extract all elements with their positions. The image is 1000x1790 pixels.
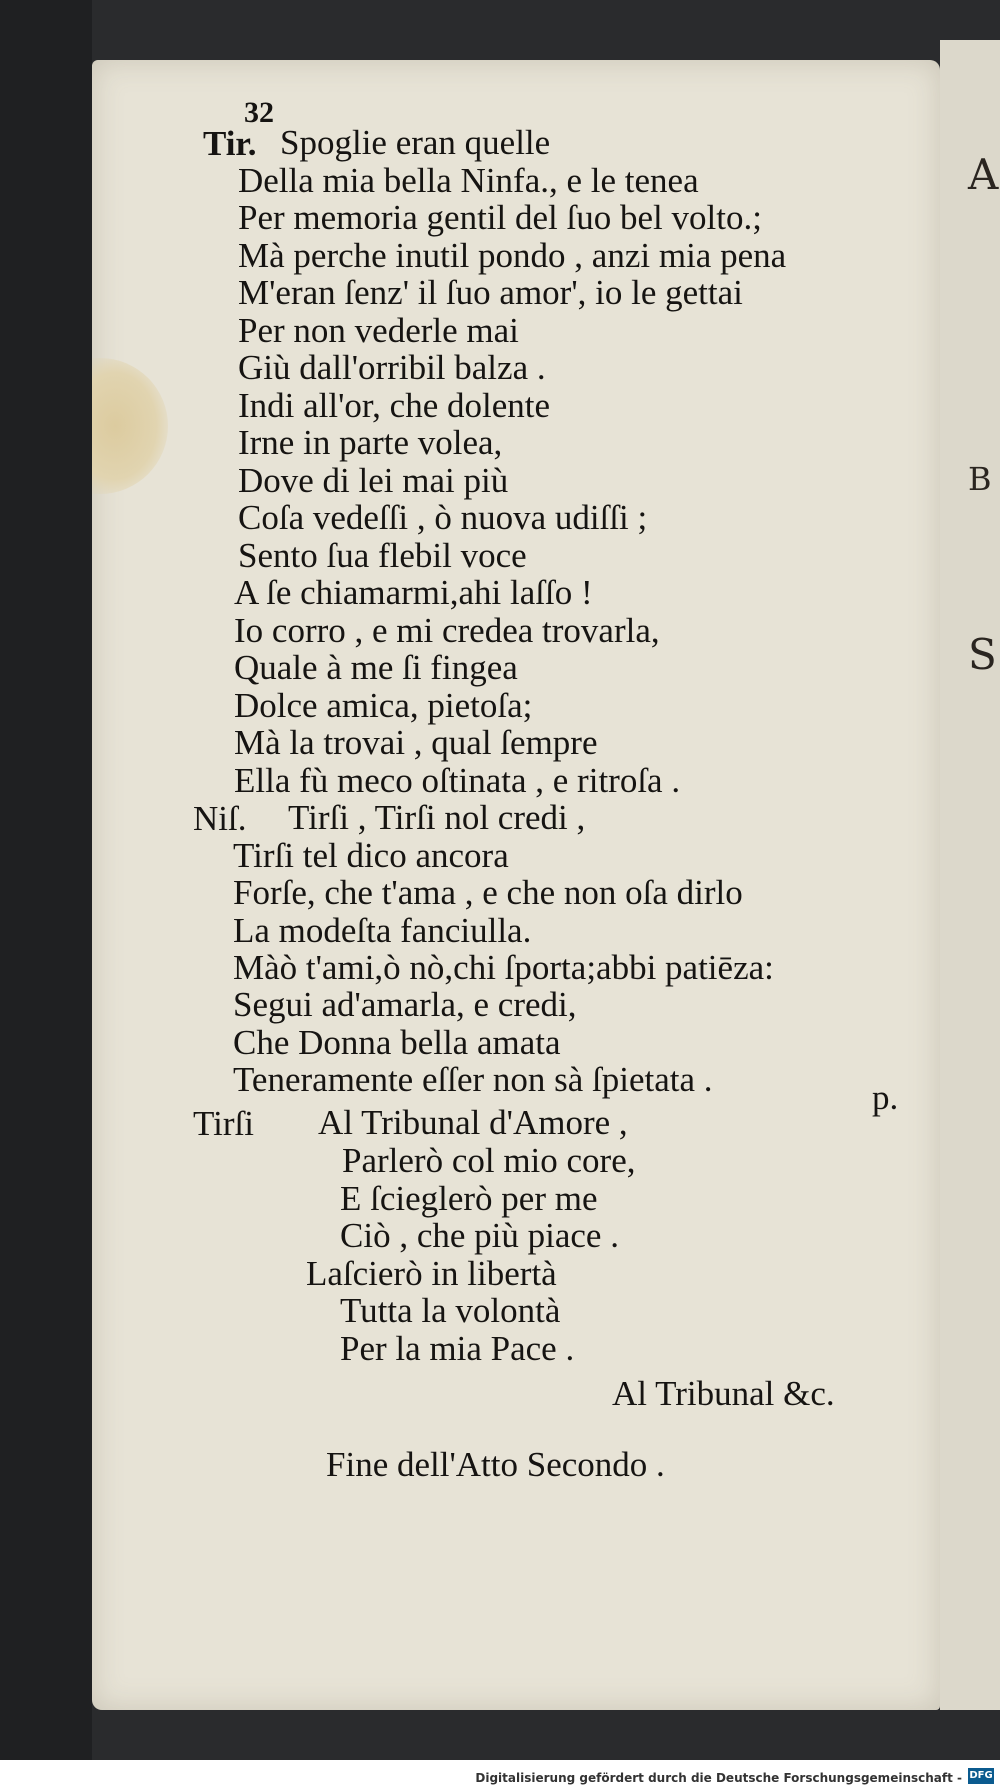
verse-line: Irne in parte volea, [238, 423, 503, 462]
facing-page-fragment: S [968, 630, 997, 679]
verse-line: La modeſta fanciulla. [233, 910, 532, 950]
verse-line: Màò t'ami,ò nò,chi ſporta;abbi patiēza: [233, 947, 774, 987]
verse-line: M'eran ſenz' il ſuo amor', io le gettai [238, 273, 743, 312]
verse-line: Ciò , che più piace . [340, 1216, 619, 1255]
verse-line: Per memoria gentil del ſuo bel volto.; [238, 198, 762, 237]
dfg-logo: DFG [968, 1768, 994, 1784]
verse-line: Quale à me ſi fingea [234, 648, 518, 687]
verse-line: Ella fù meco oſtinata , e ritroſa . [234, 760, 681, 800]
verse-line: Per non vederle mai [238, 310, 519, 350]
facing-page-edge [940, 40, 1000, 1710]
verse-line: Mà la trovai , qual ſempre [234, 723, 598, 762]
verse-line: Giù dall'orribil balza . [238, 348, 546, 387]
verse-line: Teneramente eſſer non sà ſpietata . [233, 1059, 713, 1099]
facing-page-fragment: B [968, 460, 992, 498]
verse-line: Indi all'or, che dolente [238, 385, 551, 425]
verse-line: Della mia bella Ninfa., e le tenea [238, 160, 699, 200]
verse-line: Spoglie eran quelle [280, 123, 551, 162]
verse-line: Dove di lei mai più [238, 460, 509, 500]
verse-line: Che Donna bella amata [233, 1022, 561, 1062]
speaker-label: Tirſi [193, 1104, 254, 1143]
verse-line: Dolce amica, pietoſa; [234, 685, 533, 725]
verse-line: Forſe, che t'ama , e che non oſa dirlo [233, 873, 743, 913]
act-end-line: Fine dell'Atto Secondo . [326, 1445, 665, 1484]
verse-line: Segui ad'amarla, e credi, [233, 985, 577, 1025]
verse-line: Io corro , e mi credea trovarla, [234, 610, 660, 650]
facing-page-fragment: A [968, 150, 999, 199]
book-background-left [0, 0, 92, 1790]
verse-line: Laſcierò in libertà [306, 1253, 557, 1293]
verse-line: E ſcieglerò per me [340, 1178, 598, 1218]
verse-line: Mà perche inutil pondo , anzi mia pena [238, 235, 787, 275]
verse-line: Per la mia Pace . [340, 1328, 575, 1368]
margin-mark: p. [872, 1078, 899, 1117]
footer-text: Digitalisierung gefördert durch die Deutsche Forschungsgemeinschaft - [475, 1771, 962, 1785]
verse-line: Parlerò col mio core, [342, 1141, 636, 1180]
page-number: 32 [244, 96, 274, 129]
verse-line: Tirſi , Tirſi nol credi , [288, 798, 586, 837]
verse-line: Sento ſua flebil voce [238, 535, 527, 575]
verse-line: Tutta la volontà [340, 1291, 561, 1330]
verse-line: A ſe chiamarmi,ahi laſſo ! [234, 573, 593, 612]
speaker-label: Tir. [203, 124, 257, 163]
refrain-line: Al Tribunal &c. [612, 1374, 835, 1413]
verse-line: Al Tribunal d'Amore , [318, 1103, 628, 1142]
speaker-label: Niſ. [193, 799, 247, 838]
verse-line: Tirſi tel dico ancora [233, 836, 509, 875]
verse-line: Coſa vedeſſi , ò nuova udiſſi ; [238, 498, 648, 537]
